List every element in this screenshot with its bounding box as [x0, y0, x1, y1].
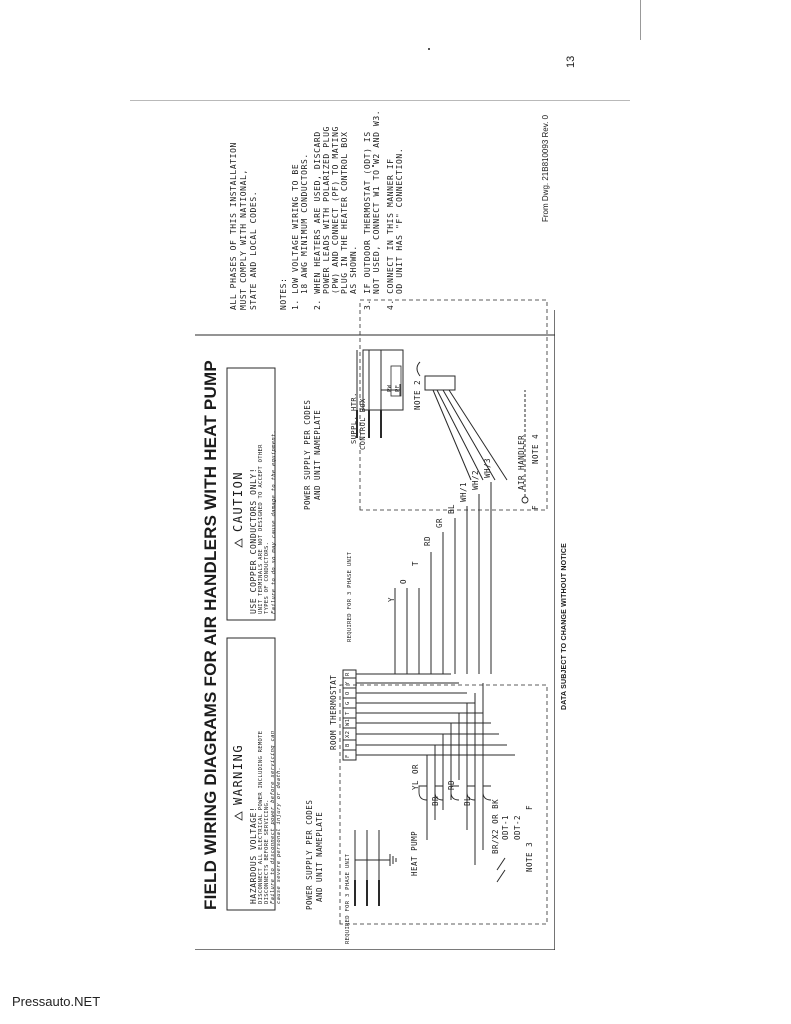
note-3a: 3. IF OUTDOOR THERMOSTAT (ODT) IS [363, 131, 372, 310]
note-2d: PLUG IN THE HEATER CONTROL BOX [340, 131, 349, 294]
power-supply-right-1: POWER SUPPLY PER CODES [303, 399, 312, 510]
hp-wire-or: OR [411, 763, 420, 774]
note-2c: (PW) AND CONNECT (PF) TO MATING [331, 126, 340, 294]
ah-wire-wh3: WH/3 [483, 457, 492, 478]
thermostat-terminal-y: Y [345, 681, 351, 685]
install-note-line-2: MUST COMPLY WITH NATIONAL, [239, 169, 248, 310]
ah-wire-o: O [399, 578, 408, 584]
ah-wire-wh2: WH/2 [471, 469, 480, 490]
thermostat-terminal-b: B [345, 743, 351, 747]
warning-line-4: Failure to disconnect power before servicing can [270, 730, 276, 904]
caution-line-3: TYPES OF CONDUCTORS. [264, 541, 270, 614]
pf-plug-label: PF [395, 384, 401, 392]
ah-wire-y: Y [387, 596, 396, 602]
top-edge-line-short [640, 0, 641, 40]
ah-wire-gr: GR [435, 517, 444, 528]
thermostat-terminal-o: O [345, 691, 351, 695]
note-3-label: NOTE 3 [525, 841, 534, 872]
drawing-number: From Dwg. 21B810093 Rev. 0 [541, 114, 550, 222]
suppl-htr-label-2: CONTROL BOX [359, 398, 367, 450]
ah-wire-bl: BL [447, 503, 456, 514]
note-2a: 2. WHEN HEATERS ARE USED, DISCARD [313, 131, 322, 310]
warning-line-2: DISCONNECT ALL ELECTRICAL POWER INCLUDING REMOTE [258, 730, 264, 904]
power-supply-left-1: POWER SUPPLY PER CODES [305, 799, 314, 910]
install-note-line-3: STATE AND LOCAL CODES. [249, 190, 258, 310]
power-supply-right-2: AND UNIT NAMEPLATE [313, 409, 322, 500]
install-note-line-1: ALL PHASES OF THIS INSTALLATION [229, 142, 238, 310]
suppl-htr-label-1: SUPPL. HTR. [350, 392, 358, 444]
note-1b: 18 AWG MINIMUM CONDUCTORS. [300, 153, 309, 294]
note-2e: AS SHOWN. [349, 245, 358, 294]
thermostat-terminal-t: T [345, 711, 351, 715]
ah-wire-t: T [411, 560, 420, 566]
thermostat-terminal-w1: W1 [345, 718, 351, 726]
power-supply-left-2: AND UNIT NAMEPLATE [315, 811, 324, 902]
thermostat-terminal-x2: X2 [345, 730, 351, 738]
hp-wire-br-x2-or-bk: BR/X2 OR BK [491, 798, 500, 854]
odt-2-label: ODT-2 [513, 814, 522, 840]
caution-heading: CAUTION [231, 470, 245, 532]
ah-wire-rd: RD [423, 535, 432, 546]
warning-line-5: cause severe personal injury or death. [276, 766, 282, 904]
caution-line-2: UNIT TERMINALS ARE NOT DESIGNED TO ACCEPT OTHER [258, 444, 264, 614]
room-thermostat-label: ROOM THERMOSTAT [329, 674, 338, 750]
rotated-sheet [195, 50, 577, 950]
caution-line-4: Failure to do so may cause damage to the equipment. [271, 429, 277, 614]
page-title: FIELD WIRING DIAGRAMS FOR AIR HANDLERS WITH HEAT PUMP [201, 360, 220, 910]
ah-wire-f: F [531, 504, 540, 510]
warning-line-3: DISCONNECTS BEFORE SERVICING. [264, 799, 270, 904]
required-3-phase-right: REQUIRED FOR 3 PHASE UNIT [347, 551, 353, 642]
watermark: Pressauto.NET [12, 994, 101, 1009]
hp-wire-rd: RD [447, 779, 456, 790]
note-3b: NOT USED, CONNECT W1 TO W2 AND W3. [372, 109, 381, 294]
note-2b: POWER LEADS WITH POLARIZED PLUG [322, 126, 331, 294]
ah-wire-wh1: WH/1 [459, 481, 468, 502]
odt-1-label: ODT-1 [501, 814, 510, 840]
note-4-label: NOTE 4 [531, 433, 540, 464]
hp-wire-bl: BL [463, 795, 472, 806]
footer-notice: DATA SUBJECT TO CHANGE WITHOUT NOTICE [561, 543, 568, 710]
pw-plug-label: PW [387, 384, 393, 392]
note-1a: 1. LOW VOLTAGE WIRING TO BE [291, 163, 300, 310]
thermostat-terminal-r: R [345, 672, 351, 676]
thermostat-terminal-f: F [345, 754, 351, 758]
thermostat-terminal-g: G [345, 701, 351, 705]
notes-heading: NOTES: [279, 277, 288, 310]
air-handler-label: AIR HANDLER [517, 434, 526, 490]
heat-pump-label: HEAT PUMP [410, 830, 419, 876]
note-4a: 4. CONNECT IN THIS MANNER IF [386, 158, 395, 310]
caution-line-1: USE COPPER CONDUCTORS ONLY! [249, 467, 258, 614]
note-2-label: NOTE 2 [413, 379, 422, 410]
hp-wire-br: BR [431, 795, 440, 806]
warning-line-1: HAZARDOUS VOLTAGE! [249, 806, 258, 904]
page-number: 13 [565, 55, 577, 68]
hp-wire-yl: YL [411, 779, 420, 790]
required-3-phase-left: REQUIRED FOR 3 PHASE UNIT [345, 853, 351, 944]
warning-heading: WARNING [231, 743, 245, 805]
note-4b: OD UNIT HAS "F" CONNECTION. [395, 147, 404, 294]
hp-wire-f: F [525, 804, 534, 810]
